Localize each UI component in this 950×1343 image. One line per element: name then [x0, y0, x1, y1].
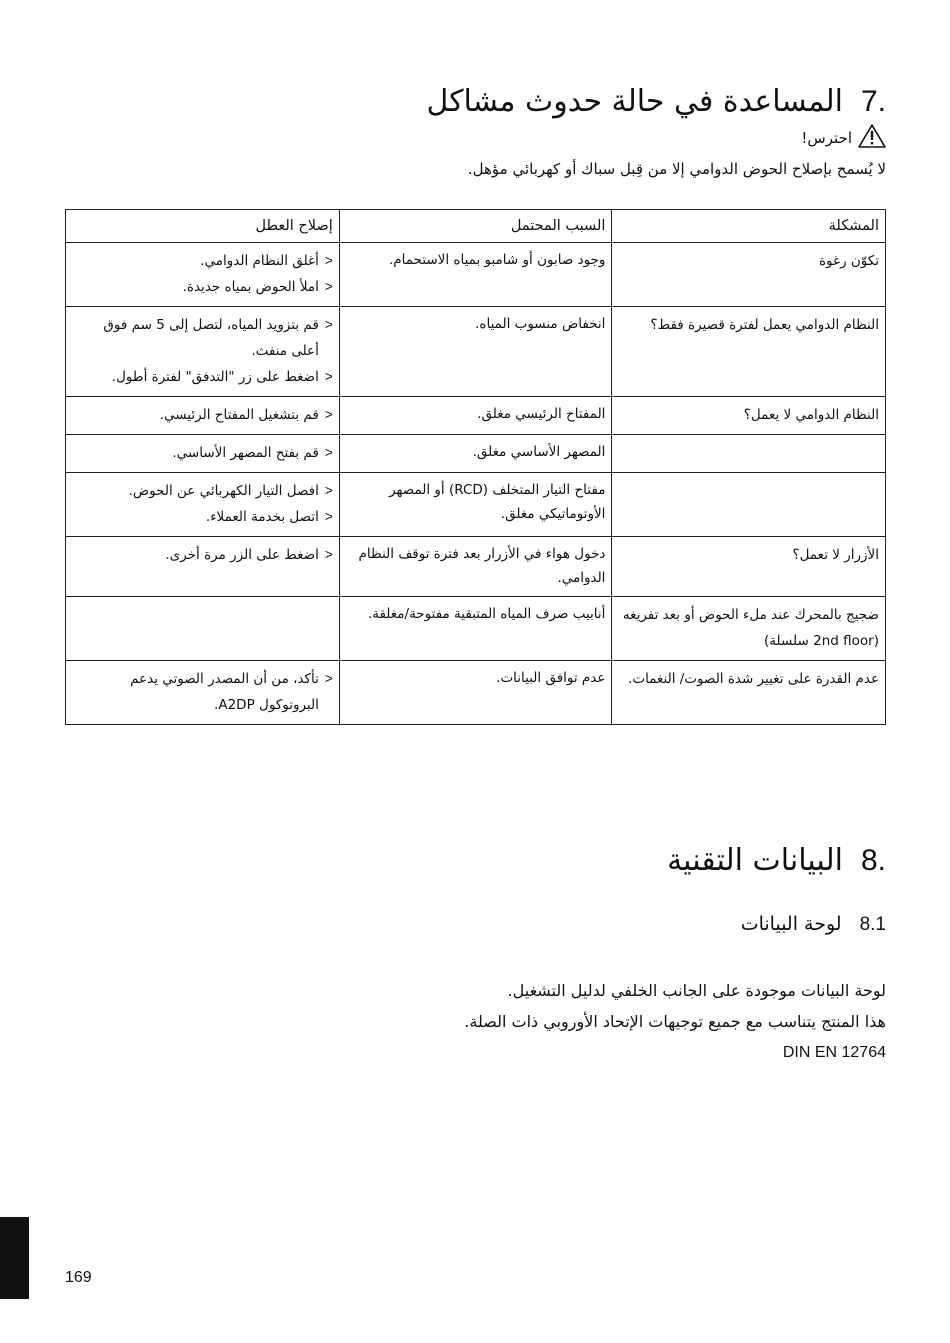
table-row [66, 597, 886, 661]
subsection-8-1-heading [741, 913, 886, 936]
problem-cell: ضجيج بالمحرك عند ملء الحوض أو بعد تفريغه (2nd floor سلسلة) [612, 597, 886, 661]
subsection-8-1-title: لوحة البيانات [740, 913, 842, 935]
cause-cell: دخول هواء في الأزرار بعد فترة توقف النظام الدوامي. [339, 537, 612, 597]
page-number: 169 [65, 1269, 92, 1286]
warning-label-row [801, 124, 886, 152]
data-plate-line-1: لوحة البيانات موجودة على الجانب الخلفي لدليل التشغيل. [507, 981, 886, 1000]
fix-item: > قم بتزويد المياه، لتصل إلى 5 سم فوق أعلى منفث. [72, 312, 333, 364]
fix-item: > اضغط على الزر مرة أخرى. [72, 542, 333, 568]
fix-text: اضغط على زر "التدفق" لفترة أطول. [111, 369, 319, 385]
fix-text: قم بفتح المصهر الأساسي. [172, 445, 319, 461]
fix-item: > قم بتشغيل المفتاح الرئيسي. [72, 402, 333, 428]
cause-cell: المفتاح الرئيسي مغلق. [339, 397, 612, 435]
table-row [66, 397, 886, 435]
section-7-number: 7. [860, 85, 886, 118]
cause-cell: المصهر الأساسي مغلق. [339, 435, 612, 473]
section-8-heading [667, 843, 886, 878]
section-8-number: 8. [860, 844, 886, 877]
fix-cell [66, 537, 340, 597]
problem-cell: تكوّن رغوة [612, 243, 886, 307]
standard-reference: DIN EN 12764 [782, 1044, 886, 1061]
fix-text: افصل التيار الكهربائي عن الحوض. [128, 483, 319, 499]
cause-cell: انخفاض منسوب المياه. [339, 307, 612, 397]
table-row [66, 661, 886, 725]
section-8-title: البيانات التقنية [667, 843, 843, 878]
fix-text: املأ الحوض بمياه جديدة. [182, 279, 319, 295]
fix-text: قم بتشغيل المفتاح الرئيسي. [159, 407, 319, 423]
fix-text: تأكد، من أن المصدر الصوتي يدعم البروتوكول A2DP. [130, 671, 319, 713]
cause-cell: وجود صابون أو شامبو بمياه الاستحمام. [339, 243, 612, 307]
table-row [66, 243, 886, 307]
fix-cell [66, 307, 340, 397]
fix-text: اتصل بخدمة العملاء. [205, 509, 319, 525]
fix-cell [66, 243, 340, 307]
fix-text: اضغط على الزر مرة أخرى. [165, 547, 319, 563]
problem-cell [612, 473, 886, 537]
table-header-row [66, 210, 886, 243]
cause-cell: مفتاح التيار المتخلف (RCD) أو المصهر الأوتوماتيكي مغلق. [339, 473, 612, 537]
fix-item: > افصل التيار الكهربائي عن الحوض. [72, 478, 333, 504]
table-row [66, 307, 886, 397]
fix-text: قم بتزويد المياه، لتصل إلى 5 سم فوق أعلى منفث. [103, 317, 319, 359]
problem-cell: عدم القدرة على تغيير شدة الصوت/ النغمات. [612, 661, 886, 725]
fix-cell [66, 597, 340, 661]
fix-item: > أغلق النظام الدوامي. [72, 248, 333, 274]
header-cause: السبب المحتمل [339, 210, 612, 243]
cause-cell: عدم توافق البيانات. [339, 661, 612, 725]
section-7-heading [426, 84, 886, 119]
fix-cell [66, 435, 340, 473]
fix-item: > قم بفتح المصهر الأساسي. [72, 440, 333, 466]
problem-cell: النظام الدوامي يعمل لفترة قصيرة فقط؟ [612, 307, 886, 397]
table-row [66, 435, 886, 473]
fix-cell [66, 397, 340, 435]
warning-text: لا يُسمح بإصلاح الحوض الدوامي إلا من قِبل سباك أو كهربائي مؤهل. [467, 160, 886, 178]
problem-cell: الأزرار لا تعمل؟ [612, 537, 886, 597]
troubleshooting-table [65, 209, 886, 725]
fix-cell [66, 473, 340, 537]
cause-cell: أنابيب صرف المياه المتبقية مفتوحة/مغلقة. [339, 597, 612, 661]
fix-item: > اتصل بخدمة العملاء. [72, 504, 333, 530]
page-tab-marker [0, 1217, 29, 1299]
data-plate-line-2: هذا المنتج يتناسب مع جميع توجيهات الإتحاد الأوروبي ذات الصلة. [464, 1012, 886, 1031]
warning-triangle-icon [858, 124, 886, 152]
problem-cell: النظام الدوامي لا يعمل؟ [612, 397, 886, 435]
header-fix: إصلاح العطل [66, 210, 340, 243]
fix-item: > املأ الحوض بمياه جديدة. [72, 274, 333, 300]
table-row [66, 473, 886, 537]
section-7-title: المساعدة في حالة حدوث مشاكل [426, 84, 843, 119]
fix-cell [66, 661, 340, 725]
data-plate-text [464, 975, 886, 1068]
warning-label: احترس! [801, 129, 852, 147]
table-row [66, 537, 886, 597]
subsection-8-1-number: 8.1 [859, 914, 886, 935]
header-problem: المشكلة [612, 210, 886, 243]
fix-text: أغلق النظام الدوامي. [200, 253, 319, 269]
fix-item: > تأكد، من أن المصدر الصوتي يدعم البروتوكول A2DP. [72, 666, 333, 718]
fix-item: > اضغط على زر "التدفق" لفترة أطول. [72, 364, 333, 390]
problem-cell [612, 435, 886, 473]
